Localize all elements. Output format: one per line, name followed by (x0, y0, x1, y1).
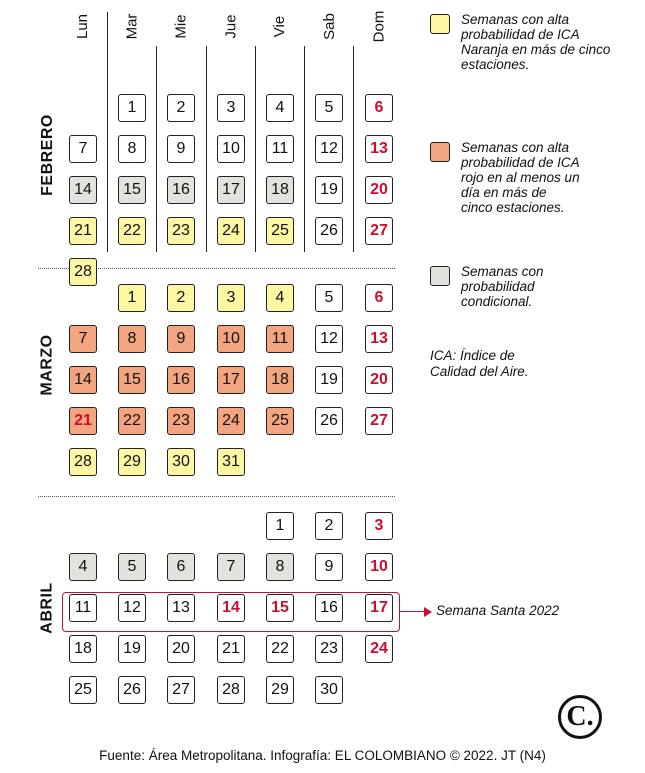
day-cell: 3 (365, 512, 393, 540)
day-cell: 30 (167, 448, 195, 476)
legend-swatch-orange (430, 142, 450, 162)
day-cell: 22 (118, 407, 146, 435)
day-cell: 13 (365, 325, 393, 353)
day-cell: 9 (315, 553, 343, 581)
day-cell: 13 (365, 135, 393, 163)
day-cell: 6 (365, 284, 393, 312)
day-cell: 23 (167, 407, 195, 435)
day-cell: 24 (365, 635, 393, 663)
column-separator (206, 46, 207, 252)
semana-santa-label: Semana Santa 2022 (436, 603, 560, 618)
day-cell: 19 (315, 366, 343, 394)
day-cell: 24 (217, 407, 245, 435)
day-cell: 14 (217, 594, 245, 622)
day-cell: 4 (266, 284, 294, 312)
day-cell: 30 (315, 676, 343, 704)
day-cell: 21 (217, 635, 245, 663)
day-cell: 10 (217, 325, 245, 353)
day-cell: 3 (217, 94, 245, 122)
month-label-text: ABRIL (39, 582, 57, 634)
day-header-sab (311, 6, 347, 46)
day-cell: 20 (365, 176, 393, 204)
column-separator (304, 46, 305, 252)
month-separator (38, 496, 395, 497)
day-cell: 16 (167, 176, 195, 204)
day-cell: 27 (365, 407, 393, 435)
semana-santa-highlight (62, 592, 400, 632)
column-separator (107, 12, 108, 252)
day-cell: 23 (315, 635, 343, 663)
day-cell: 23 (167, 217, 195, 245)
month-label-text: FEBRERO (39, 114, 57, 196)
day-header-mie (163, 6, 199, 46)
day-cell: 25 (266, 217, 294, 245)
day-cell: 10 (217, 135, 245, 163)
day-cell: 15 (266, 594, 294, 622)
day-cell: 13 (167, 594, 195, 622)
day-cell: 17 (217, 366, 245, 394)
day-cell: 9 (167, 135, 195, 163)
day-cell: 11 (266, 135, 294, 163)
day-cell: 4 (69, 553, 97, 581)
month-label-text: MARZO (39, 334, 56, 396)
day-cell: 12 (315, 325, 343, 353)
day-cell: 8 (266, 553, 294, 581)
column-separator (255, 46, 256, 252)
month-label-febrero (36, 95, 60, 215)
day-header-label: Dom (370, 10, 388, 42)
legend-swatch-gray (430, 266, 450, 286)
day-cell: 17 (217, 176, 245, 204)
day-cell: 8 (118, 135, 146, 163)
day-cell: 20 (167, 635, 195, 663)
day-cell: 15 (118, 366, 146, 394)
day-cell: 7 (69, 325, 97, 353)
ica-note: ICA: Índice de Calidad del Aire. (430, 348, 529, 379)
day-cell: 29 (118, 448, 146, 476)
day-header-label: Jue (222, 13, 240, 39)
day-cell: 2 (167, 94, 195, 122)
day-cell: 7 (69, 135, 97, 163)
day-cell: 8 (118, 325, 146, 353)
day-cell: 26 (315, 217, 343, 245)
day-cell: 28 (217, 676, 245, 704)
day-cell: 27 (365, 217, 393, 245)
day-cell: 16 (167, 366, 195, 394)
day-cell: 2 (315, 512, 343, 540)
day-cell: 14 (69, 176, 97, 204)
day-header-dom (361, 6, 397, 46)
day-cell: 9 (167, 325, 195, 353)
day-header-lun (65, 6, 101, 46)
day-cell: 11 (266, 325, 294, 353)
day-cell: 22 (118, 217, 146, 245)
day-cell: 19 (118, 635, 146, 663)
day-cell: 11 (69, 594, 97, 622)
day-header-mar (114, 6, 150, 46)
day-cell: 21 (69, 217, 97, 245)
day-cell: 2 (167, 284, 195, 312)
source-credit: Fuente: Área Metropolitana. Infografía: EL COLOMBIANO © 2022. JT (N4) (99, 748, 546, 763)
day-cell: 10 (365, 553, 393, 581)
day-cell: 1 (118, 94, 146, 122)
day-cell: 26 (118, 676, 146, 704)
day-cell: 18 (266, 176, 294, 204)
day-cell: 27 (167, 676, 195, 704)
day-cell: 4 (266, 94, 294, 122)
day-cell: 31 (217, 448, 245, 476)
day-cell: 29 (266, 676, 294, 704)
legend-text-orange: Semanas con alta probabilidad de ICA rojo en al menos un día en más de cinco estaciones. (461, 140, 580, 215)
day-header-label: Mar (123, 13, 141, 39)
logo-letter: C. (566, 701, 594, 732)
month-label-marzo (36, 305, 60, 425)
day-header-vie (262, 6, 298, 46)
column-separator (353, 46, 354, 252)
day-cell: 24 (217, 217, 245, 245)
day-header-label: Mie (172, 13, 190, 39)
day-cell: 18 (266, 366, 294, 394)
day-cell: 15 (118, 176, 146, 204)
day-header-label: Sab (320, 12, 338, 40)
day-cell: 1 (266, 512, 294, 540)
day-cell: 14 (69, 366, 97, 394)
day-cell: 12 (118, 594, 146, 622)
day-cell: 6 (167, 553, 195, 581)
day-cell: 5 (315, 94, 343, 122)
day-cell: 6 (365, 94, 393, 122)
el-colombiano-logo (558, 695, 602, 739)
day-cell: 5 (118, 553, 146, 581)
day-cell: 21 (69, 407, 97, 435)
legend-text-gray: Semanas con probabilidad condicional. (461, 264, 544, 309)
day-cell: 1 (118, 284, 146, 312)
day-cell: 18 (69, 635, 97, 663)
day-cell: 28 (69, 448, 97, 476)
legend-swatch-yellow (430, 14, 450, 34)
day-cell: 17 (365, 594, 393, 622)
arrow-line (400, 611, 426, 612)
day-cell: 20 (365, 366, 393, 394)
month-label-abril (36, 548, 60, 668)
day-header-jue (213, 6, 249, 46)
day-cell: 5 (315, 284, 343, 312)
day-header-label: Vie (271, 15, 289, 37)
day-cell: 22 (266, 635, 294, 663)
day-cell: 7 (217, 553, 245, 581)
column-separator (156, 46, 157, 252)
day-cell: 26 (315, 407, 343, 435)
arrow-icon (424, 607, 432, 617)
day-cell: 28 (69, 258, 97, 286)
day-cell: 12 (315, 135, 343, 163)
day-header-label: Lun (74, 13, 92, 39)
day-cell: 19 (315, 176, 343, 204)
day-cell: 25 (266, 407, 294, 435)
legend-text-yellow: Semanas con alta probabilidad de ICA Naranja en más de cinco estaciones. (461, 12, 611, 72)
day-cell: 25 (69, 676, 97, 704)
day-cell: 16 (315, 594, 343, 622)
day-cell: 3 (217, 284, 245, 312)
